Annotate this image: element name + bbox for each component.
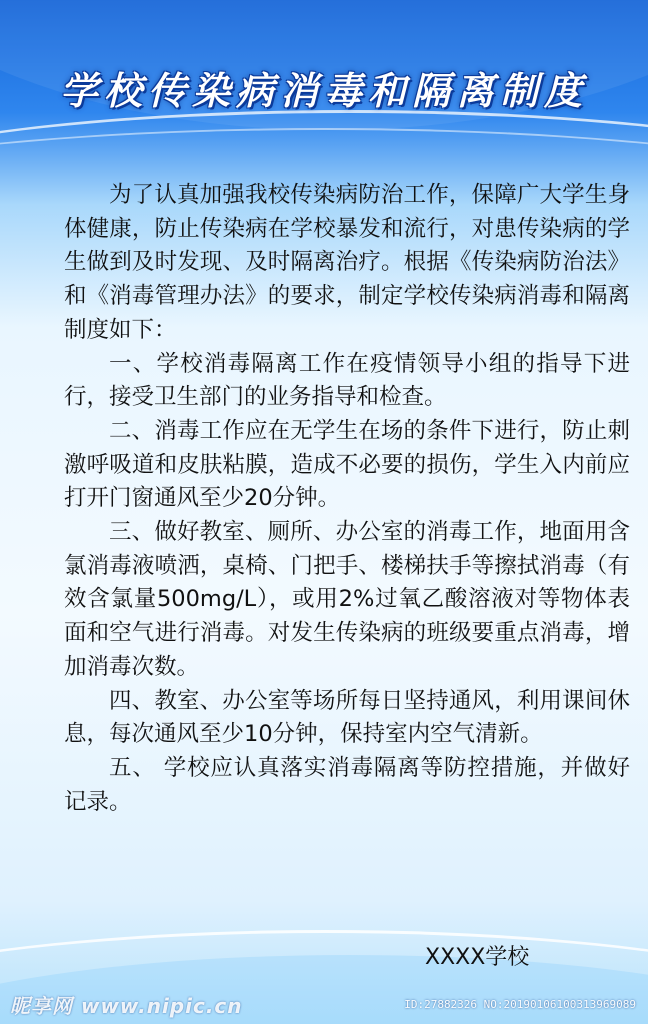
paragraph-item-3: 三、做好教室、厕所、办公室的消毒工作，地面用含氯消毒液喷洒，桌椅、门把手、楼梯扶手等擦拭消毒（有效含氯量500mg/L），或用2%过氧乙酸溶液对等物体表面和空气进行消毒。对发生传染病的班级要重点消毒，增加消毒次数。 bbox=[64, 519, 630, 680]
paragraph-item-4: 四、教室、办公室等场所每日坚持通风，利用课间休息，每次通风至少10分钟，保持室内空气清新。 bbox=[64, 687, 630, 748]
paragraph-item-1: 一、学校消毒隔离工作在疫情领导小组的指导下进行，接受卫生部门的业务指导和检查。 bbox=[64, 350, 630, 411]
paragraph-item-5: 五、 学校应认真落实消毒隔离等防控措施，并做好记录。 bbox=[64, 754, 630, 815]
watermark-site: 昵享网 www.nipic.cn bbox=[10, 994, 243, 1018]
paragraph-item-2: 二、消毒工作应在无学生在场的条件下进行，防止刺激呼吸道和皮肤粘膜，造成不必要的损伤，学生入内前应打开门窗通风至少20分钟。 bbox=[64, 417, 630, 512]
regulation-body bbox=[64, 179, 630, 819]
paragraph-intro: 为了认真加强我校传染病防治工作，保障广大学生身体健康，防止传染病在学校暴发和流行，对患传染病的学生做到及时发现、及时隔离治疗。根据《传染病防治法》和《消毒管理办法》的要求，制定学校传染病消毒和隔离制度如下： bbox=[64, 182, 630, 343]
poster-title: 学校传染病消毒和隔离制度 bbox=[59, 68, 588, 113]
watermark-id: ID:27882326 NO:20190106100313969089 bbox=[404, 998, 636, 1011]
school-signature: XXXX学校 bbox=[425, 945, 530, 970]
